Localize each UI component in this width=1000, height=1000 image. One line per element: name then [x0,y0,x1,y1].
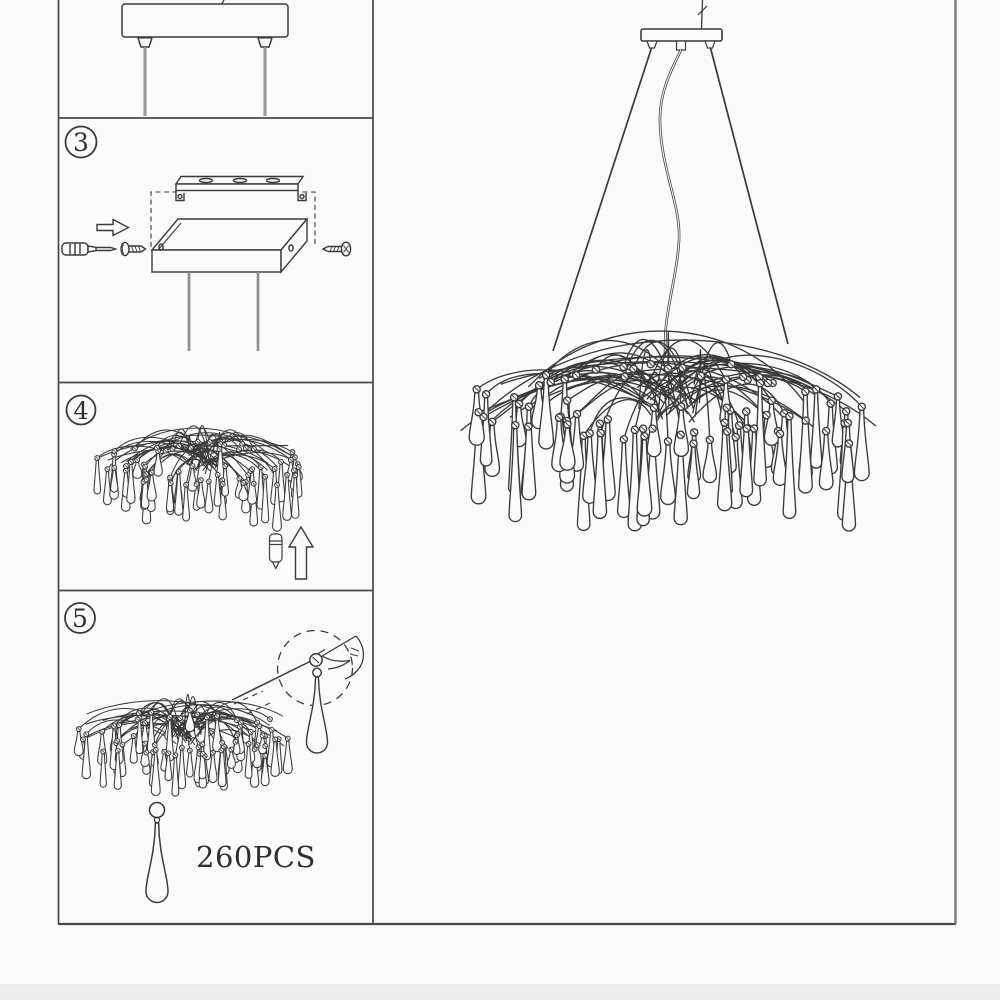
screw-right-icon [323,242,351,256]
crystal-droplet [209,755,217,783]
step3-panel [62,127,351,352]
crystal-droplet [618,443,630,518]
crystal-droplet [133,462,142,478]
crystal-droplet [94,460,100,494]
screwdriver-icon [62,243,116,255]
droplet-body [146,823,168,903]
canopy-box [122,4,288,37]
page-bottom-bar [0,985,1000,1000]
cable-grip-left [138,38,152,47]
cord-connector [677,41,686,50]
crystal-droplet [854,410,869,480]
chandelier-drawing-main [461,331,876,531]
detail-droplet [307,677,328,753]
screw-left-icon [121,242,146,255]
crystal-droplet [213,719,222,752]
crystal-droplet [283,741,292,774]
detail-ball-pin [318,650,325,654]
canopy-grip-left [647,41,657,48]
bottom-bar-fill [0,986,1000,1000]
detail-branch-line [232,661,311,700]
bulb-icon [270,534,283,569]
crystal-droplet [172,758,179,796]
canopy-plate [641,29,722,41]
crystal-droplet [175,474,183,515]
up-arrow-icon [289,527,313,579]
detail-droplet-ring [313,668,322,677]
mounting-bracket [176,177,306,201]
crystal-droplet [183,487,190,521]
crystal-droplet [178,750,186,789]
main-cable-left [553,48,652,351]
hand-icon [322,636,363,679]
canopy-grip-right [705,41,715,48]
droplet-ring [150,803,165,818]
step4-number: 4 [73,397,89,425]
bracket-hole-left [178,195,182,199]
crystal-droplet [154,453,162,476]
bracket-hole-right [300,195,304,199]
cable-grip-right [258,38,272,47]
bracket-front-face [176,184,298,191]
box-front-face [152,250,281,272]
power-cord-core [660,50,681,354]
chandelier-drawing-step5 [74,694,292,796]
ceiling-hanger-wire [702,0,703,29]
crystal-droplet [205,484,213,513]
step3-number: 3 [73,128,89,157]
crystal-droplet [74,731,83,755]
quantity-label: 260PCS [196,840,316,874]
step5-number: 5 [72,604,88,633]
spare-droplet [146,803,168,903]
box-opening [152,219,307,250]
push-arrow-icon [97,220,129,236]
crystal-droplet [799,395,813,493]
step4-panel [67,396,314,580]
crystal-droplet [661,445,676,505]
main-illustration-panel [461,0,876,531]
crystal-droplet [811,393,822,468]
chandelier-drawing-step4 [94,426,302,532]
step5-panel [65,603,363,903]
crystal-droplet [187,753,194,777]
ceiling-box [152,219,307,351]
main-cable-right [711,48,789,344]
step2-panel [122,0,288,116]
crystal-droplet [703,443,716,482]
